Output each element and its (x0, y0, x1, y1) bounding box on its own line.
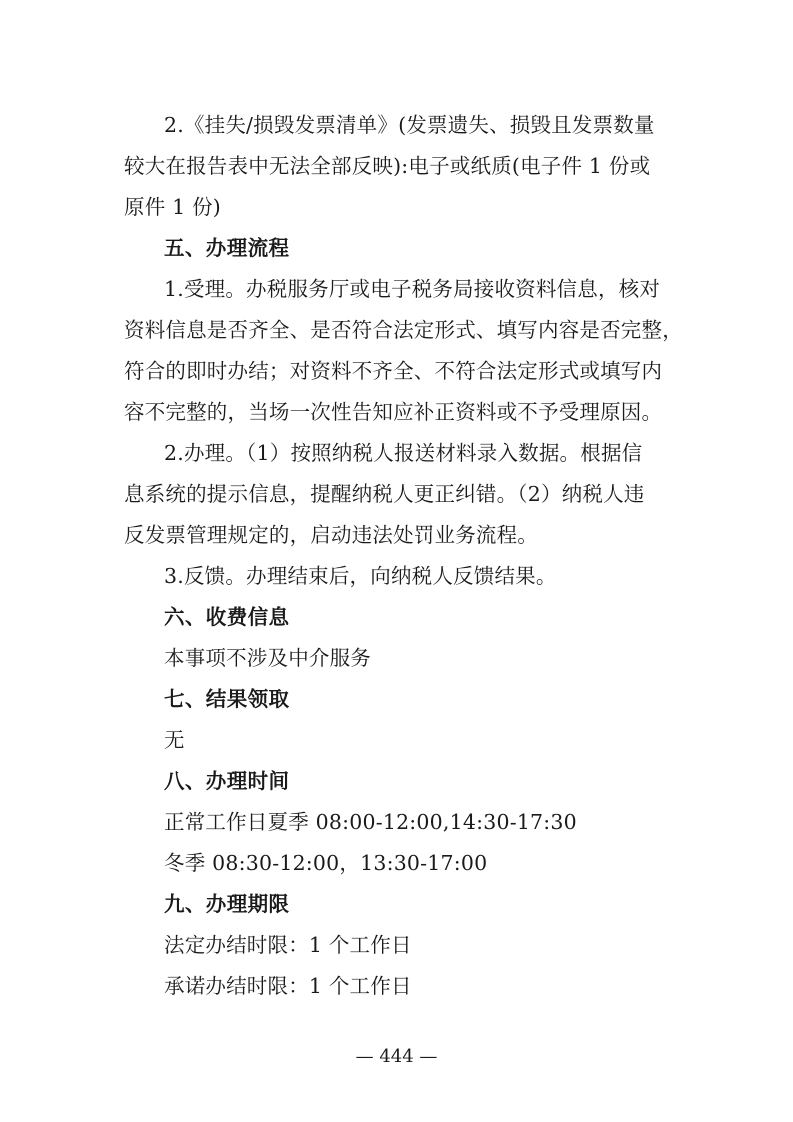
page-number: — 444 — (355, 1046, 438, 1067)
statutory-time-limit: 法定办结时限：1 个工作日 (164, 933, 412, 957)
promised-time-limit: 承诺办结时限：1 个工作日 (164, 974, 412, 998)
result-pickup-text: 无 (164, 728, 185, 752)
section-8-heading: 八、办理时间 (164, 769, 290, 793)
process-step-2-line-1: 2.办理。（1）按照纳税人报送材料录入数据。根据信 (164, 441, 643, 465)
materials-item-2-line-3: 原件 1 份) (124, 195, 221, 219)
process-step-1-line-1: 1.受理。办税服务厅或电子税务局接收资料信息，核对 (164, 277, 661, 301)
section-6-heading: 六、收费信息 (164, 605, 290, 629)
office-hours-winter: 冬季 08:30-12:00，13:30-17:00 (164, 851, 488, 875)
process-step-1-line-4: 容不完整的，当场一次性告知应补正资料或不予受理原因。 (124, 400, 663, 424)
process-step-3: 3.反馈。办理结束后，向纳税人反馈结果。 (164, 564, 557, 588)
fee-info-text: 本事项不涉及中介服务 (164, 646, 371, 670)
materials-item-2-line-1: 2.《挂失/损毁发票清单》(发票遗失、损毁且发票数量 (164, 113, 655, 137)
process-step-1-line-2: 资料信息是否齐全、是否符合法定形式、填写内容是否完整， (124, 318, 683, 342)
section-9-heading: 九、办理期限 (164, 892, 290, 916)
process-step-1-line-3: 符合的即时办结；对资料不齐全、不符合法定形式或填写内 (124, 359, 663, 383)
section-7-heading: 七、结果领取 (164, 687, 290, 711)
office-hours-summer: 正常工作日夏季 08:00-12:00,14:30-17:30 (164, 810, 577, 834)
section-5-heading: 五、办理流程 (164, 236, 290, 260)
materials-item-2-line-2: 较大在报告表中无法全部反映):电子或纸质(电子件 1 份或 (124, 154, 651, 178)
process-step-2-line-3: 反发票管理规定的，启动违法处罚业务流程。 (124, 523, 538, 547)
process-step-2-line-2: 息系统的提示信息，提醒纳税人更正纠错。（2）纳税人违 (124, 482, 645, 506)
